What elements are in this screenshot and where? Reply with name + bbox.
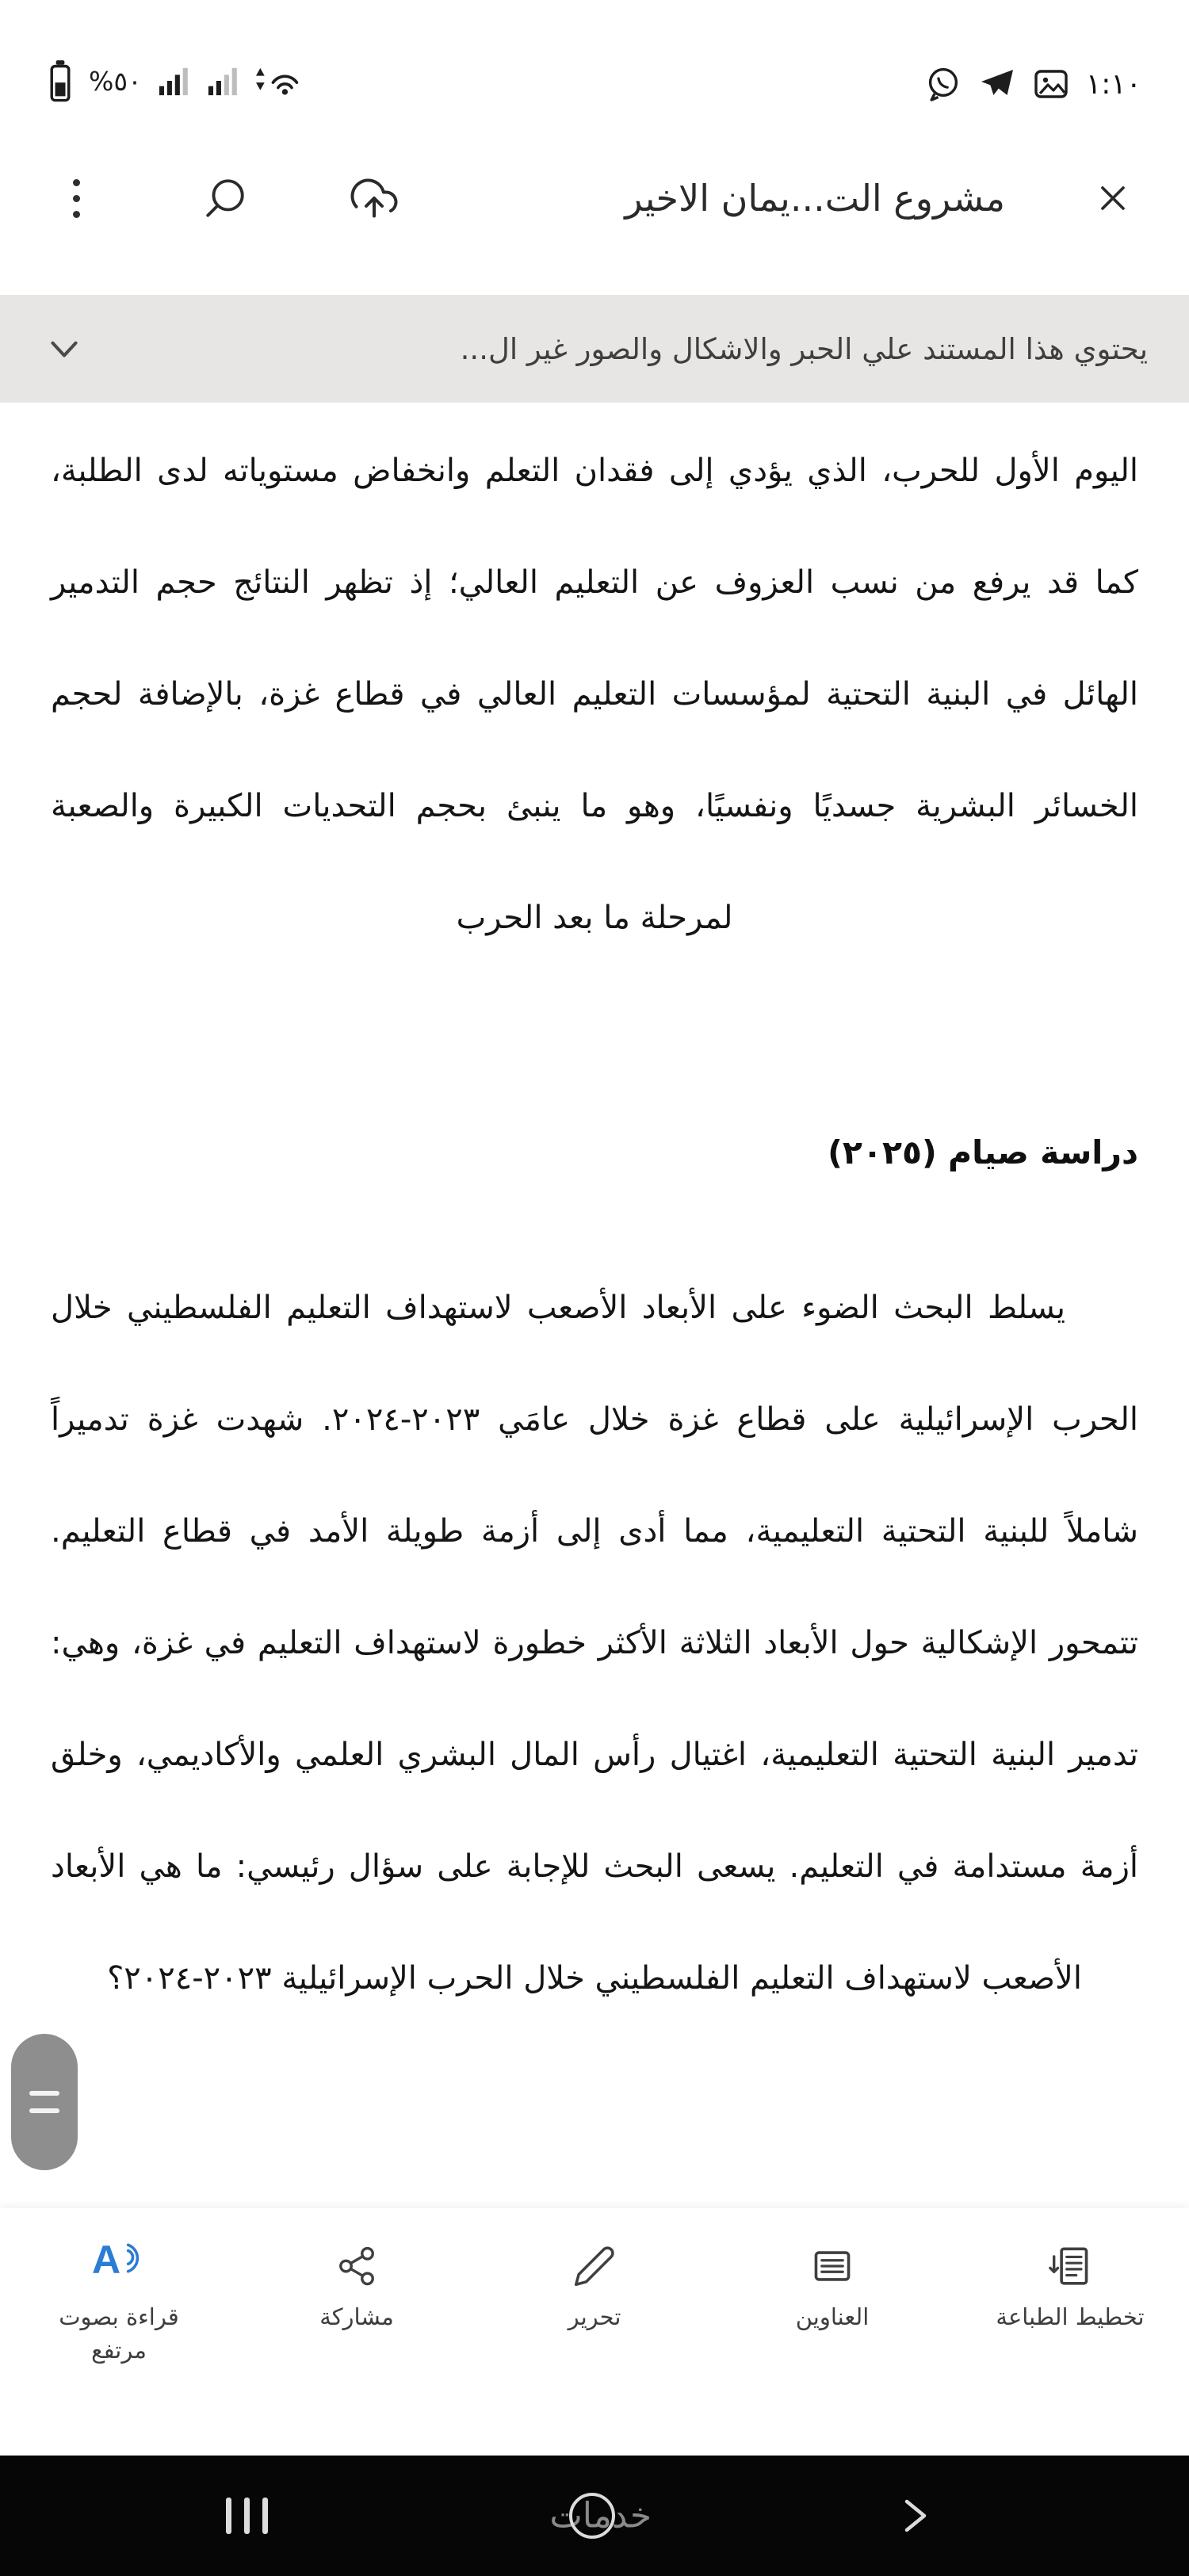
back-button[interactable] bbox=[894, 2495, 935, 2536]
scroll-handle-line bbox=[29, 2091, 59, 2096]
cell-signal-sim1-icon bbox=[158, 64, 191, 97]
cell-signal-sim2-icon bbox=[207, 64, 240, 97]
toolbar-share-button[interactable] bbox=[238, 2240, 476, 2333]
close-icon bbox=[1092, 178, 1134, 219]
section-heading-study: دراسة صيام (٢٠٢٥) bbox=[828, 1133, 1138, 1171]
toolbar-label: قراءة بصوت مرتفع bbox=[59, 2303, 179, 2364]
home-circle-icon bbox=[569, 2493, 615, 2539]
toolbar-headings-button[interactable] bbox=[713, 2240, 951, 2333]
whatsapp-notification-icon bbox=[924, 65, 962, 103]
overflow-menu-icon bbox=[73, 179, 80, 218]
battery-icon bbox=[48, 59, 73, 103]
toolbar-label: تحرير bbox=[568, 2303, 621, 2330]
paragraph-study-summary: يسلط البحث الضوء على الأبعاد الأصعب لاستهداف التعليم الفلسطيني خلال الحرب الإسرائيلية على قطاع غزة خلال عامَي ٢٠٢٣-٢٠٢٤. شهدت غزة تدميراً شاملاً للبنية التحتية التعليمية، مما أدى إلى أزمة طويلة الأمد في قطاع التعليم. تتمحور الإشكالية حول الأبعاد الثلاثة الأكثر خطورة لاستهداف التعليم في غزة، وهي: تدمير البنية التحتية التعليمية، اغتيال رأس المال البشري العلمي والأكاديمي، وخلق أزمة مستدامة في التعليم. يسعى البحث للإجابة على سؤال رئيسي: ما هي الأبعاد الأصعب لاستهداف التعليم الفلسطيني خلال الحرب الإسرائيلية ٢٠٢٣-٢٠٢٤؟ bbox=[51, 1290, 1139, 1997]
home-button[interactable] bbox=[569, 2493, 615, 2539]
toolbar-edit-button[interactable] bbox=[476, 2240, 713, 2333]
search-icon bbox=[202, 175, 248, 221]
share-icon bbox=[335, 2240, 378, 2292]
read-aloud-icon: A bbox=[92, 2240, 146, 2292]
print-layout-icon bbox=[1047, 2240, 1093, 2292]
overflow-menu-button[interactable] bbox=[35, 157, 117, 239]
bottom-toolbar bbox=[0, 2208, 1189, 2456]
status-left-cluster bbox=[48, 59, 304, 103]
battery-percent: %٥٠ bbox=[89, 65, 142, 97]
scroll-handle-line bbox=[29, 2108, 59, 2113]
headings-icon bbox=[809, 2240, 855, 2292]
toolbar-print-layout-button[interactable] bbox=[951, 2240, 1189, 2333]
toolbar-label: تخطيط الطباعة bbox=[996, 2303, 1145, 2330]
gallery-notification-icon bbox=[1032, 65, 1070, 103]
back-chevron-icon bbox=[894, 2495, 935, 2536]
app-header bbox=[0, 127, 1189, 269]
wifi-icon bbox=[256, 63, 304, 98]
status-bar bbox=[0, 0, 1189, 127]
toolbar-label: العناوين bbox=[795, 2303, 870, 2330]
toolbar-read-aloud-button[interactable] bbox=[0, 2240, 238, 2367]
toolbar-label: مشاركة bbox=[319, 2303, 394, 2330]
clock: ١:١٠ bbox=[1085, 67, 1141, 101]
upload-cloud-icon bbox=[350, 174, 398, 222]
document-canvas[interactable] bbox=[0, 403, 1189, 2035]
paragraph-war-impact: اليوم الأول للحرب، الذي يؤدي إلى فقدان التعلم وانخفاض مستوياته لدى الطلبة، كما قد يرفع من نسب العزوف عن التعليم العالي؛ إذ تظهر النتائج حجم التدمير الهائل في البنية التحتية لمؤسسات التعليم العالي في قطاع غزة، بالإضافة لحجم الخسائر البشرية جسديًا ونفسيًا، وهو ما ينبئ بحجم التحديات الكبيرة والصعبة لمرحلة ما بعد الحرب bbox=[51, 453, 1138, 936]
chevron-down-icon[interactable] bbox=[41, 326, 87, 372]
compatibility-banner[interactable] bbox=[0, 295, 1189, 403]
upload-cloud-button[interactable] bbox=[333, 157, 415, 239]
status-right-cluster bbox=[924, 65, 1141, 103]
scroll-handle[interactable] bbox=[11, 2034, 78, 2170]
search-button[interactable] bbox=[184, 157, 266, 239]
system-navigation-bar bbox=[0, 2456, 1189, 2576]
close-button[interactable] bbox=[1072, 157, 1154, 239]
telegram-notification-icon bbox=[978, 65, 1016, 103]
recents-button[interactable] bbox=[226, 2498, 268, 2534]
banner-message: يحتوي هذا المستند علي الحبر والاشكال والصور غير ال... bbox=[460, 331, 1148, 366]
edit-icon bbox=[572, 2240, 617, 2292]
page-watermark: خدمات bbox=[549, 2495, 652, 2536]
recents-icon bbox=[226, 2498, 231, 2534]
document-title: مشروع الت...يمان الاخير bbox=[625, 177, 1005, 220]
